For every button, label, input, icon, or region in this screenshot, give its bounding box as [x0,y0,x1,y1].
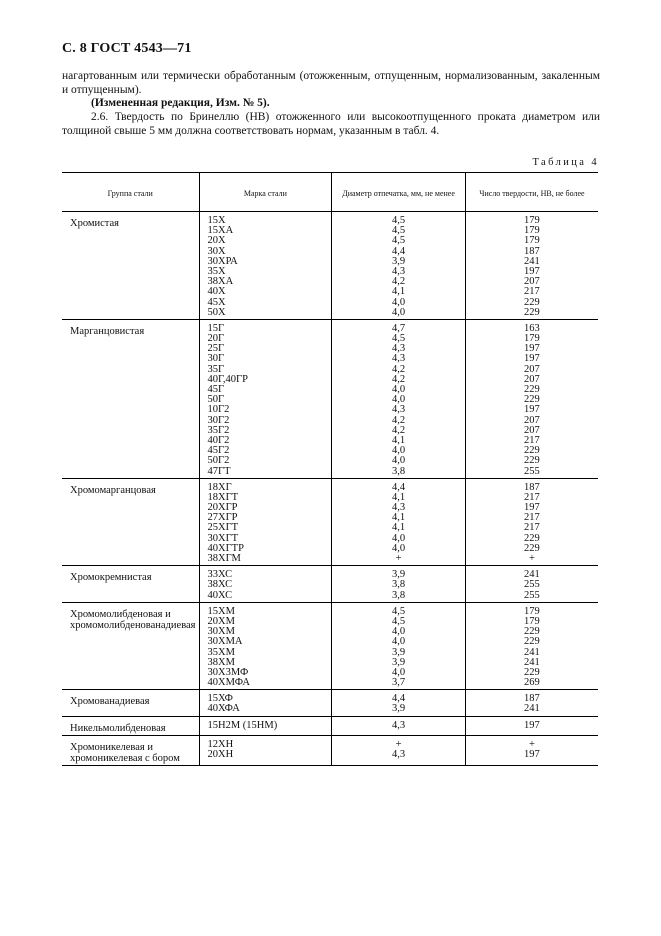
steel-grade-cell [199,319,332,478]
steel-group-cell: Марганцовистая [62,319,199,478]
imprint-diameter: 4,1 [392,434,406,446]
steel-grade: 30Г [207,353,225,365]
hardness-table [62,172,598,766]
table-row [62,735,598,765]
column-header-steel-group: Группа стали [62,173,199,212]
steel-grade: 20ХГР [207,502,238,514]
imprint-diameter-cell [332,319,466,478]
steel-grade: 35Г2 [207,424,230,436]
steel-grade: 40Х [207,286,226,298]
hardness-value: 241 [524,646,540,658]
hardness-value: 229 [524,532,540,544]
hardness-value: 229 [524,636,540,648]
imprint-diameter: 4,3 [392,404,406,416]
steel-grade: 25ХГТ [207,522,239,534]
steel-grade: 33ХС [207,569,233,581]
hardness-value: 179 [524,235,540,247]
steel-grade: 25Г [207,343,225,355]
imprint-diameter: 4,3 [392,343,406,355]
imprint-diameter: 3,9 [392,569,406,581]
hardness-value-cell [465,566,598,603]
column-header-steel-grade: Марка стали [199,173,332,212]
hardness-value: 207 [524,276,540,288]
imprint-diameter: 4,1 [392,286,406,298]
page-header: С. 8 ГОСТ 4543—71 [62,41,192,56]
hardness-value: 229 [524,666,540,678]
hardness-value-cell [465,716,598,735]
imprint-diameter: 3,8 [392,579,406,591]
steel-grade: 40ХМФА [207,677,250,689]
hardness-value: 207 [524,373,540,385]
imprint-diameter: 4,4 [392,481,406,493]
steel-grade: 20Х [207,235,226,247]
imprint-diameter: 4,0 [392,306,406,318]
table-row [62,716,598,735]
hardness-value: 179 [524,215,540,226]
imprint-diameter: 4,1 [392,512,406,524]
hardness-value: 197 [524,265,540,277]
steel-grade: 45Г2 [207,445,230,457]
imprint-diameter: 4,5 [392,615,406,627]
hardness-value: 207 [524,414,540,426]
hardness-value: 207 [524,363,540,375]
imprint-diameter: 4,2 [392,373,406,385]
hardness-value: 241 [524,255,540,267]
hardness-value: 241 [524,703,540,715]
steel-grade: 40ХС [207,589,233,601]
steel-grade: 40Г,40ГР [207,373,248,385]
imprint-diameter: 4,2 [392,414,406,426]
table-label: Таблица 4 [532,157,599,168]
steel-grade: 15ХФ [207,693,233,705]
steel-grade: 30ХГТ [207,532,239,544]
imprint-diameter: 4,0 [392,394,406,406]
hardness-value: 217 [524,512,540,524]
imprint-diameter: 4,3 [392,353,406,365]
hardness-value: 255 [524,465,540,477]
steel-group-cell: Хромомолибденовая и хромомолибденованадиевая [62,602,199,690]
hardness-value: 255 [524,589,540,601]
imprint-diameter: 4,1 [392,491,406,503]
steel-grade: 35ХМ [207,646,235,658]
imprint-diameter: 4,5 [392,215,406,226]
imprint-diameter-cell [332,735,466,765]
steel-group-cell: Хромованадиевая [62,690,199,716]
hardness-value: 229 [524,394,540,406]
steel-group-cell: Хромокремнистая [62,566,199,603]
imprint-diameter-cell [332,478,466,566]
imprint-diameter: 4,3 [392,265,406,277]
hardness-value: 229 [524,445,540,457]
imprint-diameter: 4,4 [392,245,406,257]
steel-grade: 50Г2 [207,455,230,467]
hardness-value: 163 [524,322,540,334]
steel-grade: 40Г2 [207,434,230,446]
steel-grade-cell [199,212,332,320]
steel-grade: 47ГТ [207,465,231,477]
imprint-diameter: 4,2 [392,424,406,436]
imprint-diameter: 4,7 [392,322,406,334]
hardness-value-cell [465,212,598,320]
imprint-diameter: 3,8 [392,589,406,601]
paragraph-continuation: нагартованным или термически обработанным (отожженным, отпущенным, нормализованным, закаленным и отпущенным). [62,70,600,96]
imprint-diameter-cell [332,566,466,603]
hardness-value: 207 [524,424,540,436]
steel-grade: 40ХФА [207,703,240,715]
imprint-diameter: 3,9 [392,656,406,668]
steel-grade: 15ХА [207,225,234,237]
steel-grade: 15Х [207,215,226,226]
imprint-diameter: 4,0 [392,532,406,544]
steel-grade: 38ХМ [207,656,235,668]
hardness-value-cell [465,319,598,478]
hardness-value: 217 [524,491,540,503]
imprint-diameter-cell [332,690,466,716]
steel-grade: 50Г [207,394,225,406]
paragraph-2-6: 2.6. Твердость по Бринеллю (НВ) отожженного или высокоотпущенного проката диаметром или толщиной свыше 5 мм должна соответствовать нормам, указанным в табл. 4. [62,111,600,137]
table-header-row [62,173,598,212]
hardness-value: 187 [524,693,540,705]
steel-grade: 30Х3МФ [207,666,249,678]
imprint-diameter: 4,0 [392,455,406,467]
steel-grade: 15Н2М (15НМ) [207,719,278,731]
imprint-diameter: 4,0 [392,542,406,554]
imprint-diameter: 4,0 [392,636,406,648]
hardness-value: 229 [524,455,540,467]
imprint-diameter: 3,9 [392,646,406,658]
steel-group-cell: Хромомарганцовая [62,478,199,566]
steel-grade: 12ХН [207,738,234,750]
imprint-diameter: 4,5 [392,333,406,345]
steel-grade: 20Г [207,333,225,345]
imprint-diameter: 3,9 [392,255,406,267]
imprint-diameter: + [395,553,402,564]
steel-grade: 30ХРА [207,255,238,267]
hardness-value: + [528,553,535,564]
hardness-value-cell [465,478,598,566]
imprint-diameter: + [395,738,402,750]
steel-grade-cell [199,478,332,566]
steel-grade: 10Г2 [207,404,230,416]
hardness-value: 229 [524,296,540,308]
hardness-value: 217 [524,434,540,446]
hardness-value: 229 [524,384,540,395]
imprint-diameter: 4,0 [392,445,406,457]
hardness-value-cell [465,602,598,690]
steel-grade: 38ХС [207,579,233,591]
hardness-value: 197 [524,353,540,365]
imprint-diameter-cell [332,602,466,690]
imprint-diameter: 3,7 [392,677,406,689]
hardness-value: 197 [524,719,540,731]
table-row [62,212,598,320]
column-header-imprint-diameter: Диаметр отпечатка, мм, не менее [332,173,466,212]
hardness-value: 179 [524,615,540,627]
steel-grade: 30ХМА [207,636,243,648]
imprint-diameter: 4,4 [392,693,406,705]
imprint-diameter: 4,3 [392,748,406,760]
imprint-diameter: 3,8 [392,465,406,477]
steel-grade: 38ХГМ [207,553,241,564]
table-row [62,566,598,603]
steel-grade: 27ХГР [207,512,238,524]
steel-grade: 35Х [207,265,226,277]
hardness-value: 187 [524,481,540,493]
steel-grade: 35Г [207,363,225,375]
hardness-value: 197 [524,748,540,760]
steel-grade: 20ХН [207,748,234,760]
imprint-diameter: 4,5 [392,605,406,617]
imprint-diameter-cell [332,212,466,320]
table-row [62,319,598,478]
steel-grade: 30Г2 [207,414,230,426]
steel-grade: 45Х [207,296,226,308]
hardness-value: 255 [524,579,540,591]
hardness-value: 187 [524,245,540,257]
hardness-value: 217 [524,286,540,298]
imprint-diameter: 3,9 [392,703,406,715]
imprint-diameter-cell [332,716,466,735]
steel-grade: 15Г [207,322,225,334]
steel-grade: 20ХМ [207,615,235,627]
steel-grade-cell [199,566,332,603]
imprint-diameter: 4,3 [392,719,406,731]
imprint-diameter: 4,2 [392,363,406,375]
imprint-diameter: 4,5 [392,225,406,237]
hardness-value-cell [465,735,598,765]
steel-grade: 18ХГТ [207,491,239,503]
steel-grade-cell [199,690,332,716]
hardness-value: 217 [524,522,540,534]
hardness-value: 229 [524,306,540,318]
steel-grade: 30Х [207,245,226,257]
steel-group-cell: Хромоникелевая и хромоникелевая с бором [62,735,199,765]
imprint-diameter: 4,5 [392,235,406,247]
hardness-value: 241 [524,656,540,668]
imprint-diameter: 4,0 [392,626,406,638]
steel-group-cell: Хромистая [62,212,199,320]
hardness-value: + [528,738,535,750]
hardness-value: 269 [524,677,540,689]
hardness-value: 197 [524,343,540,355]
table-row [62,478,598,566]
hardness-value: 179 [524,225,540,237]
imprint-diameter: 4,1 [392,522,406,534]
steel-grade: 15ХМ [207,605,235,617]
steel-grade: 30ХМ [207,626,235,638]
steel-grade-cell [199,716,332,735]
table-body [62,212,598,766]
hardness-value: 197 [524,404,540,416]
hardness-value: 229 [524,542,540,554]
hardness-value: 179 [524,605,540,617]
hardness-value-cell [465,690,598,716]
table-row [62,602,598,690]
hardness-value: 197 [524,502,540,514]
hardness-value: 241 [524,569,540,581]
steel-grade: 45Г [207,384,225,395]
steel-grade: 38ХА [207,276,234,288]
steel-grade: 50Х [207,306,226,318]
steel-group-cell: Никельмолибденовая [62,716,199,735]
table-row [62,690,598,716]
steel-grade: 18ХГ [207,481,232,493]
steel-grade-cell [199,735,332,765]
hardness-value: 179 [524,333,540,345]
amendment-note: (Измененная редакция, Изм. № 5). [91,97,270,109]
imprint-diameter: 4,2 [392,276,406,288]
steel-grade-cell [199,602,332,690]
column-header-hardness-number: Число твердости, НВ, не более [465,173,598,212]
imprint-diameter: 4,3 [392,502,406,514]
imprint-diameter: 4,0 [392,296,406,308]
imprint-diameter: 4,0 [392,384,406,395]
hardness-value: 229 [524,626,540,638]
steel-grade: 40ХГТР [207,542,244,554]
imprint-diameter: 4,0 [392,666,406,678]
